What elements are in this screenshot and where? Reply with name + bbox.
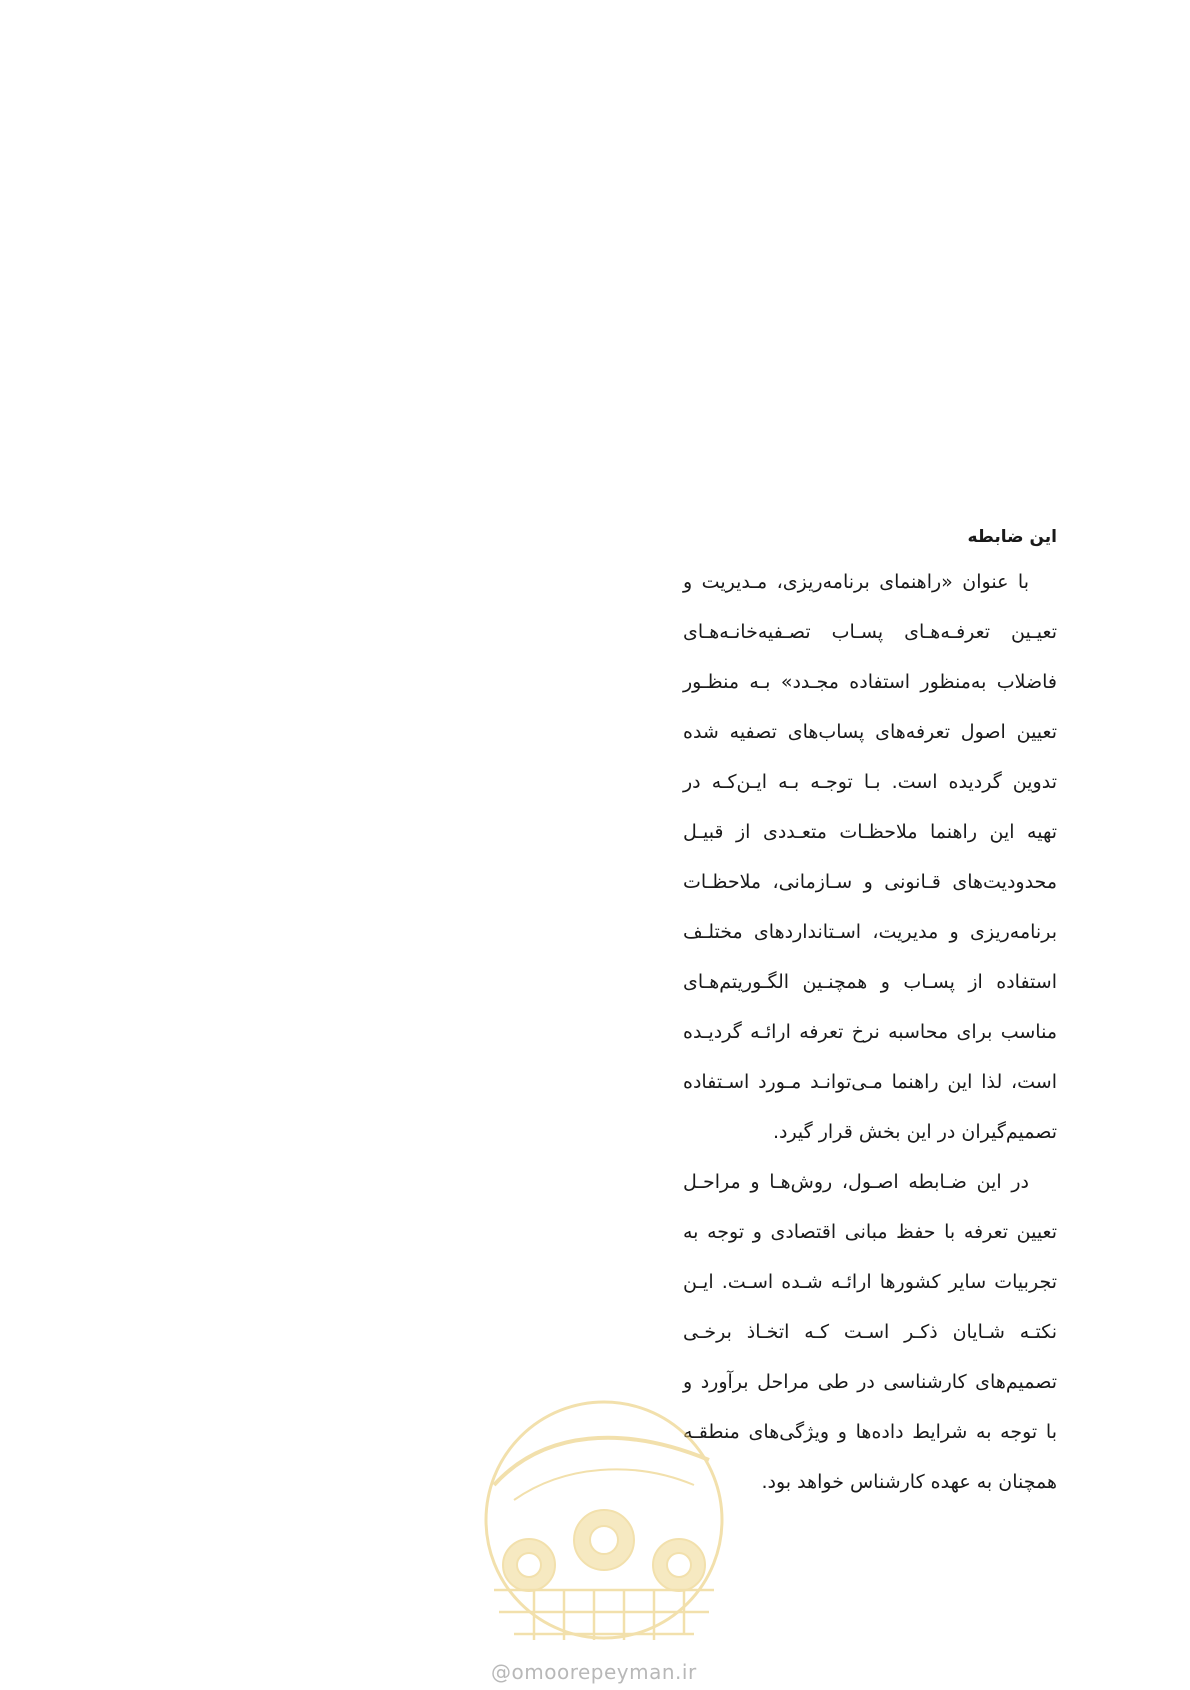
paragraph-2-line: نکتـه شـایان ذکـر اسـت کـه اتخـاذ برخـی (683, 1321, 1057, 1343)
paragraph-2-line: تعیین تعرفه با حفظ مبانی اقتصادی و توجه به (683, 1221, 1057, 1243)
watermark-url (491, 1660, 697, 1684)
watermark-logo (474, 1390, 734, 1690)
paragraph-1-line: تعیین اصول تعرفه‌های پساب‌های تصفیه شده (683, 721, 1057, 743)
paragraph-1 (683, 557, 1057, 1157)
paragraph-1-line: فاضلاب به‌منظور استفاده مجـدد» بـه منظـور (683, 671, 1057, 693)
paragraph-1-line: تعیـین تعرفـه‌هـای پسـاب تصـفیه‌خانـه‌هـای (683, 621, 1057, 643)
section-heading: این ضابطه (967, 527, 1057, 547)
paragraph-2-line: تصمیم‌های کارشناسی در طی مراحل برآورد و (683, 1371, 1057, 1393)
paragraph-2-line: در این ضـابطه اصـول، روش‌هـا و مراحـل (683, 1171, 1029, 1193)
at-icon: @ (491, 1660, 512, 1684)
paragraph-1-line: تدوین گردیده است. بـا توجـه بـه ایـن‌کـه در (683, 771, 1057, 793)
paragraph-2 (683, 1157, 1057, 1507)
paragraph-1-line: برنامه‌ریزی و مدیریت، اسـتانداردهای مختلـف (683, 921, 1057, 943)
paragraph-1-line: تصمیم‌گیران در این بخش قرار گیرد. (772, 1121, 1057, 1143)
paragraph-1-line: استفاده از پسـاب و همچنـین الگـوریتم‌هـای (683, 971, 1057, 993)
paragraph-1-line: با عنوان «راهنمای برنامه‌ریزی، مـدیریت و (683, 571, 1029, 593)
paragraph-1-line: تهیه این راهنما ملاحظـات متعـددی از قبیـل (683, 821, 1057, 843)
paragraph-2-line: تجربیات سایر کشورها ارائـه شـده اسـت. ایـن (683, 1271, 1057, 1293)
watermark-url-text: omoorepeyman.ir (511, 1660, 697, 1684)
paragraph-1-line: است، لذا این راهنما مـی‌توانـد مـورد اسـتفاده (683, 1071, 1057, 1093)
paragraph-1-line: مناسب برای محاسبه نرخ تعرفه ارائـه گردیـده (683, 1021, 1057, 1043)
paragraph-2-line: با توجه به شرایط داده‌ها و ویژگی‌های منطقـه (683, 1421, 1057, 1443)
text-block (683, 525, 1057, 1507)
paragraph-2-line: همچنان به عهده کارشناس خواهد بود. (761, 1471, 1057, 1493)
paragraph-1-line: محدودیت‌های قـانونی و سـازمانی، ملاحظـات (683, 871, 1057, 893)
